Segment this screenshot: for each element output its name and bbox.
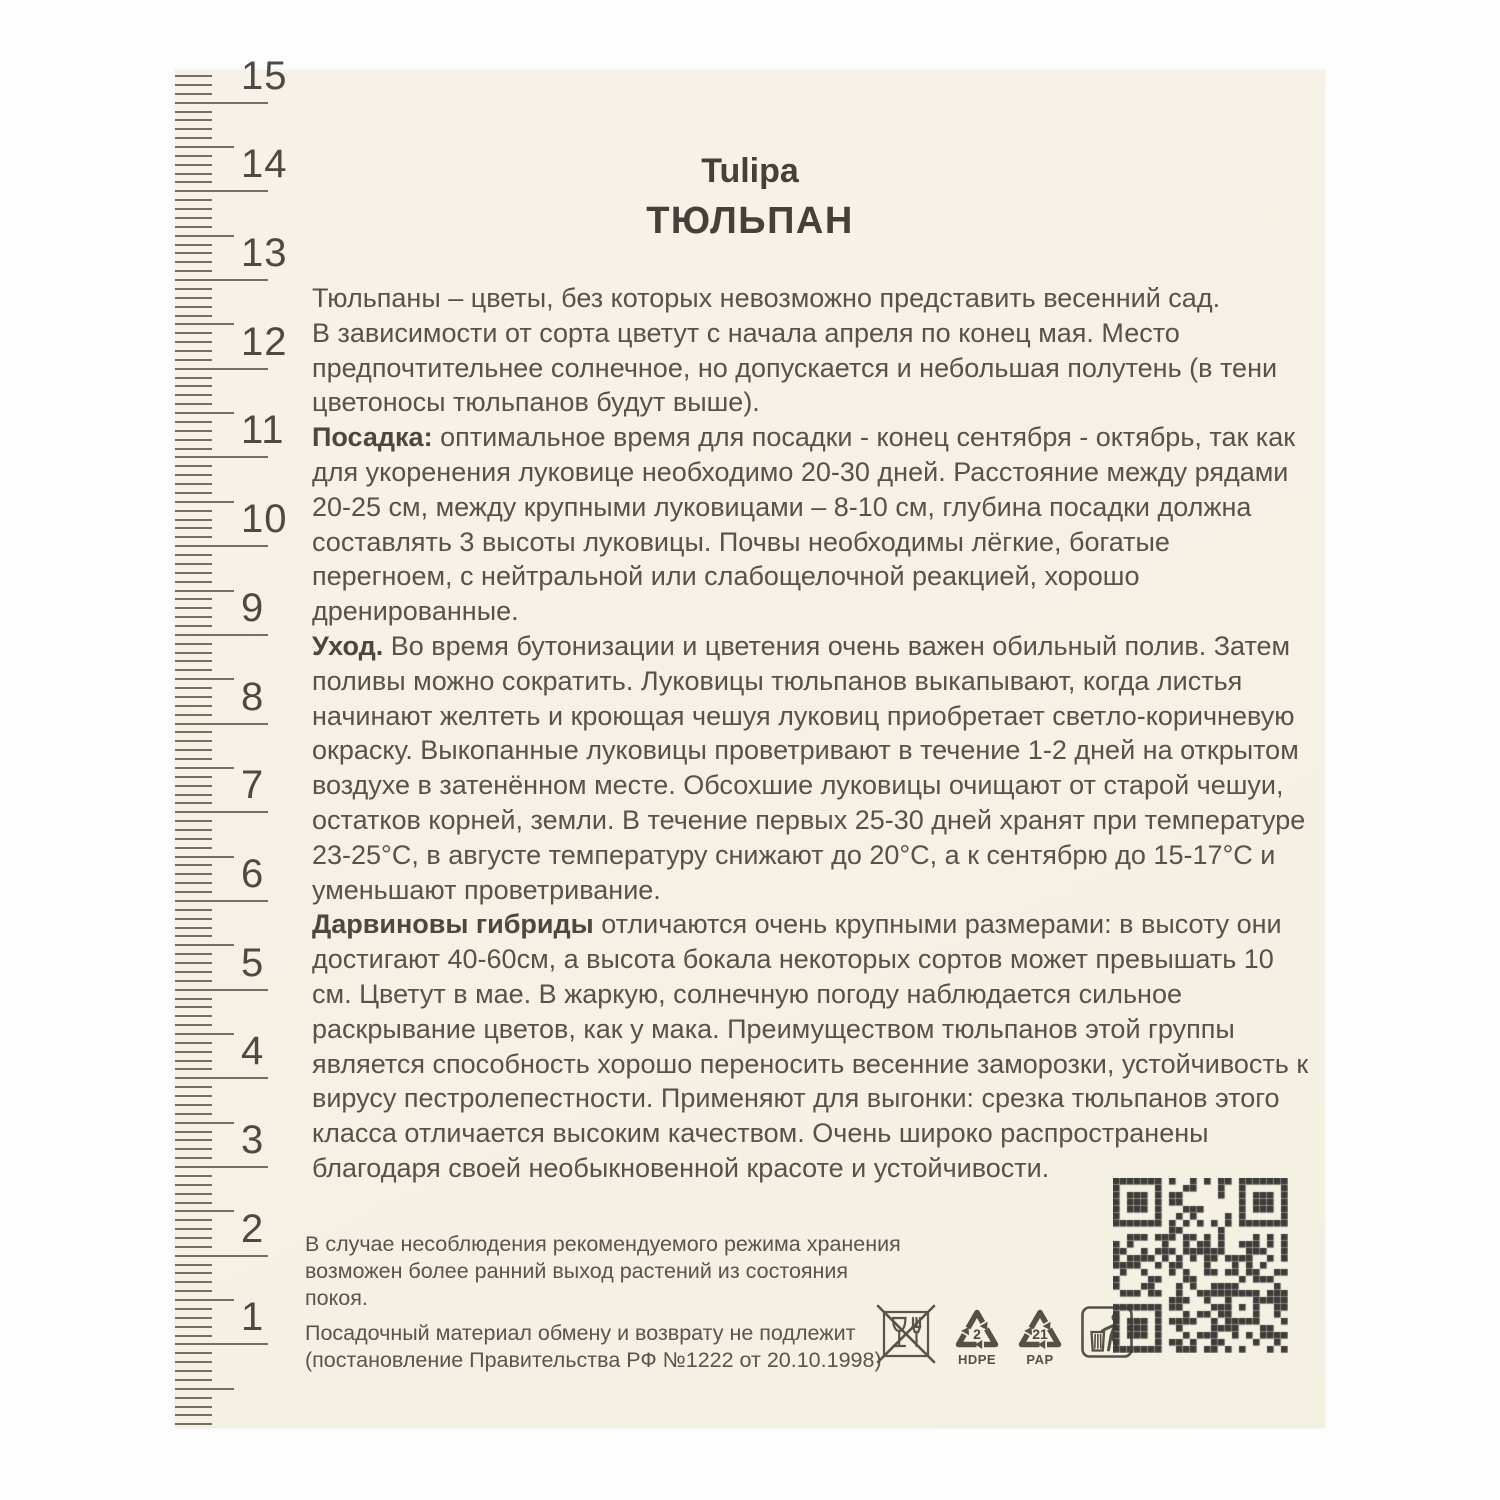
ruler-tick — [175, 758, 212, 760]
ruler-tick — [175, 625, 212, 627]
ruler-tick — [175, 785, 212, 787]
ruler-tick — [175, 1006, 212, 1008]
ruler-tick — [175, 1228, 212, 1230]
ruler-tick — [175, 1255, 268, 1257]
qr-code — [1113, 1178, 1288, 1353]
ruler-tick — [175, 1423, 212, 1425]
ruler-tick — [175, 616, 212, 618]
ruler-tick — [175, 1370, 212, 1372]
ruler-tick — [175, 377, 212, 379]
ruler-tick — [175, 1157, 212, 1159]
ruler-tick — [175, 545, 268, 547]
ruler-tick — [175, 776, 212, 778]
ruler-tick — [175, 332, 212, 334]
ruler-tick — [175, 421, 212, 423]
ruler-tick — [175, 1042, 212, 1044]
ruler-tick — [175, 1237, 212, 1239]
ruler-number: 3 — [241, 1118, 265, 1162]
ruler-tick — [175, 439, 212, 441]
ruler-tick — [175, 474, 212, 476]
recycle-material-label: PAP — [1026, 1352, 1054, 1367]
ruler-tick — [175, 856, 234, 858]
ruler-tick — [175, 590, 234, 592]
ruler-tick — [175, 927, 212, 929]
ruler-tick — [175, 909, 212, 911]
ruler-tick — [175, 1077, 268, 1079]
ruler-number: 9 — [241, 585, 265, 630]
ruler-tick — [175, 723, 268, 725]
ruler-tick — [175, 1024, 212, 1026]
ruler-tick — [175, 359, 212, 361]
ruler-number: 6 — [241, 851, 265, 896]
ruler-tick — [175, 669, 212, 671]
ruler-tick — [175, 1361, 212, 1363]
ruler-tick — [175, 581, 212, 583]
paragraph-intro-2: В зависимости от сорта цветут с начала апреля по конец мая. Место предпочтительнее солнечное, но допускается и небольшая полутень (в тени цветоносы тюльпанов будут выше). — [312, 317, 1278, 418]
ruler-tick — [175, 1219, 212, 1221]
ruler-tick — [175, 385, 212, 387]
ruler-tick — [175, 900, 268, 902]
ruler-tick — [175, 492, 212, 494]
ruler-tick — [175, 102, 268, 104]
ruler-tick — [175, 563, 212, 565]
ruler-tick — [175, 261, 212, 263]
ruler-tick — [175, 1131, 212, 1133]
ruler-tick — [175, 962, 212, 964]
ruler-number: 11 — [241, 408, 285, 453]
ruler-tick — [175, 111, 212, 113]
ruler-tick — [175, 244, 212, 246]
ruler-tick — [175, 678, 234, 680]
return-note: Посадочный материал обмену и возврату не подлежит (постановление Правительства РФ №1222 от 20.10.1998) — [305, 1321, 882, 1372]
ruler-number: 15 — [241, 53, 288, 98]
ruler-tick — [175, 75, 212, 77]
ruler-tick — [175, 794, 212, 796]
ruler-tick — [175, 749, 212, 751]
ruler-tick — [175, 1281, 212, 1283]
ruler-tick — [175, 1122, 234, 1124]
ruler-tick — [175, 572, 212, 574]
ruler-tick — [175, 1414, 212, 1416]
ruler-number: 12 — [241, 319, 288, 364]
ruler-tick — [175, 1264, 212, 1266]
ruler-tick — [175, 1202, 212, 1204]
ruler-tick — [175, 1095, 212, 1097]
ruler-tick — [175, 918, 212, 920]
ruler-tick — [175, 1406, 212, 1408]
recycle-material-label: HDPE — [957, 1352, 997, 1367]
ruler-tick — [175, 448, 212, 450]
ruler-tick — [175, 1148, 212, 1150]
seed-packet-back — [175, 53, 1325, 1428]
ruler-tick — [175, 802, 212, 804]
ruler-number: 8 — [241, 674, 265, 719]
ruler-tick — [175, 1210, 234, 1212]
ruler-tick — [175, 1033, 234, 1035]
ruler-tick — [175, 128, 212, 130]
ruler-tick — [175, 1246, 212, 1248]
ruler-tick — [175, 465, 212, 467]
ruler-tick — [175, 811, 268, 813]
title-latin: Tulipa — [701, 152, 799, 190]
ruler-tick — [175, 944, 234, 946]
ruler-tick — [175, 456, 268, 458]
ruler-tick — [175, 306, 212, 308]
ruler-tick — [175, 403, 212, 405]
not-food-safe-icon — [875, 1303, 937, 1365]
ruler-tick — [175, 501, 234, 503]
ruler-tick — [175, 731, 212, 733]
ruler-tick — [175, 1317, 212, 1319]
ruler-tick — [175, 998, 212, 1000]
ruler-tick — [175, 820, 212, 822]
ruler-tick — [175, 660, 212, 662]
ruler-tick — [175, 1104, 212, 1106]
ruler-tick — [175, 873, 212, 875]
ruler-tick — [175, 714, 212, 716]
ruler-tick — [175, 1352, 212, 1354]
ruler-tick — [175, 989, 268, 991]
recycle-code: 21 — [1032, 1326, 1048, 1342]
ruler-tick — [175, 891, 212, 893]
ruler-tick — [175, 607, 212, 609]
ruler-tick — [175, 634, 268, 636]
ruler-tick — [175, 687, 212, 689]
footnotes — [305, 1231, 905, 1374]
ruler-tick — [175, 297, 212, 299]
ruler-tick — [175, 705, 212, 707]
ruler-number: 14 — [241, 142, 288, 187]
ruler-number: 4 — [241, 1029, 265, 1074]
ruler-tick — [175, 510, 212, 512]
ruler-tick — [175, 554, 212, 556]
ruler-number: 1 — [241, 1295, 265, 1340]
ruler-tick — [175, 767, 234, 769]
ruler-tick — [175, 1015, 212, 1017]
paragraph-intro-1: Тюльпаны – цветы, без которых невозможно представить весенний сад. — [312, 283, 1221, 313]
ruler-tick — [175, 1308, 212, 1310]
ruler-tick — [175, 935, 212, 937]
ruler-tick — [175, 1290, 212, 1292]
ruler-tick — [175, 838, 212, 840]
ruler-tick — [175, 1397, 212, 1399]
ruler-tick — [175, 980, 212, 982]
ruler-tick — [175, 1068, 212, 1070]
ruler-tick — [175, 1060, 212, 1062]
ruler-tick — [175, 829, 212, 831]
ruler-tick — [175, 1051, 212, 1053]
ruler-number: 13 — [241, 231, 288, 275]
ruler-tick — [175, 536, 212, 538]
ruler-tick — [175, 315, 212, 317]
ruler-tick — [175, 971, 212, 973]
ruler-tick — [175, 341, 212, 343]
paragraph-lead: Уход. — [312, 630, 384, 661]
ruler-tick — [175, 652, 212, 654]
ruler-tick — [175, 696, 212, 698]
ruler-tick — [175, 93, 212, 95]
ruler-tick — [175, 740, 212, 742]
ruler-tick — [175, 368, 268, 370]
ruler-tick — [175, 1299, 234, 1301]
paragraph-darwin-hybrids: Дарвиновы гибриды отличаются очень крупными размерами: в высоту они достигают 40-60см, а высота бокала некоторых сортов может превышать 10 см. Цветут в мае. В жаркую, солнечную погоду наблюдается сильное раскрывание цветов, как у мака. Преимуществом тюльпанов этой группы является способность хорошо переносить весенние заморозки, устойчивость к вирусу пестролепестности. Применяют для выгонки: срезка тюльпанов этого класса отличается высоким качеством. Очень широко распространены благодаря своей необыкновенной красоте и устойчивости. — [312, 909, 1309, 1183]
paragraph-planting: Посадка: оптимальное время для посадки - конец сентября - октябрь, так как для укоренения луковице необходимо 20-30 дней. Расстояние между рядами 20-25 см, между крупными луковицами – 8-10 см, глубина посадки должна составлять 3 высоты луковицы. Почвы необходимы лёгкие, богатые перегноем, с нейтральной или слабощелочной реакцией, хорошо дренированные. — [312, 422, 1296, 627]
paragraph-care: Уход. Во время бутонизации и цветения очень важен обильный полив. Затем поливы можно сократить. Луковицы тюльпанов выкапывают, когда листья начинают желтеть и кроющая чешуя луковиц приобретает светло-коричневую окраску. Выкопанные луковицы проветривают в течение 1-2 дней на открытом воздухе в затенённом месте. Обсохшие луковицы очищают от старой чешуи, остатков корней, земли. В течение первых 25-30 дней хранят при температуре 23-25°С, в августе температуру снижают до 20°С, а к сентябрю до 15-17°С и уменьшают проветривание. — [312, 630, 1306, 905]
ruler-tick — [175, 252, 212, 254]
ruler-tick — [175, 527, 212, 529]
ruler-tick — [175, 1184, 212, 1186]
ruler-tick — [175, 1086, 212, 1088]
ruler-tick — [175, 412, 234, 414]
ruler-tick — [175, 1388, 234, 1390]
ruler-tick — [175, 270, 212, 272]
ruler-tick — [175, 847, 212, 849]
ruler-tick — [175, 119, 212, 121]
ruler-tick — [175, 84, 212, 86]
page-title — [175, 152, 1325, 243]
storage-note: В случае несоблюдения рекомендуемого режима хранения возможен более ранний выход растений из состояния покоя. — [305, 1232, 901, 1310]
ruler-number: 7 — [241, 763, 265, 808]
ruler-tick — [175, 598, 212, 600]
ruler-tick — [175, 146, 234, 148]
ruler-tick — [175, 430, 212, 432]
paragraph-lead: Дарвиновы гибриды — [312, 909, 594, 940]
ruler-tick — [175, 1175, 212, 1177]
ruler-tick — [175, 519, 212, 521]
ruler-number: 2 — [241, 1206, 265, 1251]
ruler-tick — [175, 1166, 268, 1168]
paragraph-lead: Посадка: — [312, 422, 433, 453]
title-cyrillic: ТЮЛЬПАН — [646, 200, 854, 242]
ruler-tick — [175, 323, 234, 325]
ruler-tick — [175, 864, 212, 866]
ruler-tick — [175, 137, 212, 139]
ruler-tick — [175, 882, 212, 884]
ruler-tick — [175, 643, 212, 645]
ruler-tick — [175, 1139, 212, 1141]
ruler-tick — [175, 1335, 212, 1337]
ruler-tick — [175, 1272, 212, 1274]
ruler-tick — [175, 1193, 212, 1195]
ruler-tick — [175, 350, 212, 352]
ruler-tick — [175, 1379, 212, 1381]
ruler-tick — [175, 1113, 212, 1115]
ruler-number: 5 — [241, 940, 265, 985]
packaging-icons — [875, 1296, 1151, 1367]
recycle-pap-icon — [1017, 1307, 1063, 1367]
ruler-tick — [175, 483, 212, 485]
recycle-code: 2 — [973, 1326, 981, 1342]
ruler-number: 10 — [241, 497, 288, 542]
ruler-tick — [175, 1326, 212, 1328]
recycle-hdpe-icon — [954, 1307, 1000, 1367]
description-text — [312, 281, 1312, 1186]
ruler-tick — [175, 394, 212, 396]
ruler-tick — [175, 953, 212, 955]
ruler-tick — [175, 288, 212, 290]
ruler-tick — [175, 1343, 268, 1345]
ruler-tick — [175, 279, 268, 281]
